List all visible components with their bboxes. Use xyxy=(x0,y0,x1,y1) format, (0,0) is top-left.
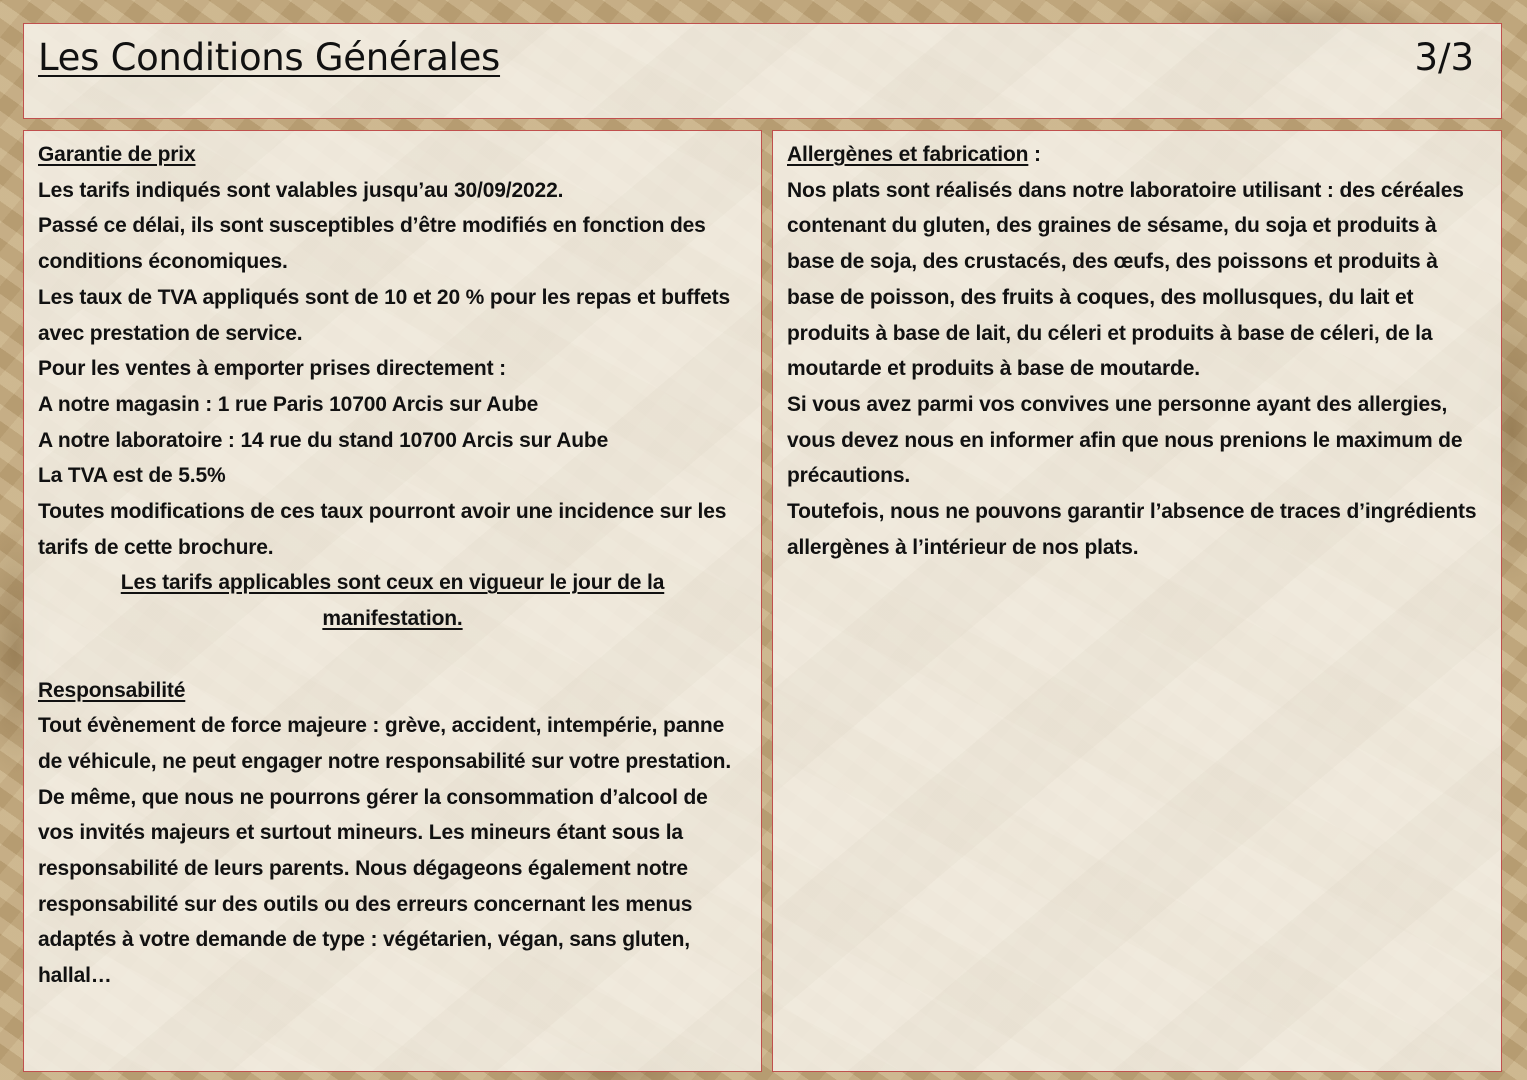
responsibility-text: Tout évènement de force majeure : grève, accident, intempérie, panne de véhicule, ne peut engager notre responsabilité sur votre prestation. De même, que nous ne pourrons gérer la consommation d’alcool de vos invités majeurs et surtout mineurs. Les mineurs étant sous la responsabilité de leurs parents. Nous dégageons également notre responsabilité sur des outils ou des erreurs concernant les menus adaptés à votre demande de type : végétarien, végan, sans gluten, hallal… xyxy=(38,714,732,988)
price-change-text: Passé ce délai, ils sont susceptibles d’être modifiés en fonction des conditions économiques. xyxy=(38,214,706,274)
rate-change-text: Toutes modifications de ces taux pourront avoir une incidence sur les tarifs de cette brochure. xyxy=(38,500,727,559)
responsibility-section xyxy=(38,673,747,994)
responsibility-heading: Responsabilité xyxy=(38,678,186,702)
vat-rates-text: Les taux de TVA appliqués sont de 10 et 20 % pour les repas et buffets avec prestation de service. xyxy=(38,285,731,345)
takeaway-text: Pour les ventes à emporter prises directement : xyxy=(38,357,506,381)
traces-disclaimer-text: Toutefois, nous ne pouvons garantir l’absence de traces d’ingrédients allergènes à l’intérieur de nos plats. xyxy=(787,500,1477,559)
allergens-list-text: Nos plats sont réalisés dans notre laboratoire utilisant : des céréales contenant du gluten, des graines de sésame, du soja et produits à base de soja, des crustacés, des œufs, des poissons et produits à base de poisson, des fruits à coques, des mollusques, du lait et produits à base de lait, du céleri et produits à base de céleri, de la moutarde et produits à base de moutarde. xyxy=(787,178,1464,381)
lab-address-text: A notre laboratoire : 14 rue du stand 10700 Arcis sur Aube xyxy=(38,428,609,452)
price-validity-text: Les tarifs indiqués sont valables jusqu’au 30/09/2022. xyxy=(38,178,564,202)
page-number: 3/3 xyxy=(1414,36,1474,79)
allergens-heading-colon: : xyxy=(1028,143,1041,166)
left-column xyxy=(23,130,762,1072)
price-guarantee-section xyxy=(38,137,747,637)
allergens-heading: Allergènes et fabrication xyxy=(787,143,1029,166)
takeaway-vat-text: La TVA est de 5.5% xyxy=(38,464,226,488)
shop-address-text: A notre magasin : 1 rue Paris 10700 Arcis sur Aube xyxy=(38,392,539,416)
section-spacer xyxy=(38,637,747,673)
allergies-inform-text: Si vous avez parmi vos convives une personne ayant des allergies, vous devez nous en informer afin que nous prenions le maximum de précautions. xyxy=(787,392,1463,488)
page-header xyxy=(23,23,1502,119)
right-column xyxy=(772,130,1502,1072)
page-title: Les Conditions Générales xyxy=(38,36,501,79)
allergens-section xyxy=(787,137,1487,565)
price-guarantee-heading: Garantie de prix xyxy=(38,143,196,166)
applicable-prices-notice: Les tarifs applicables sont ceux en vigueur le jour de la manifestation. xyxy=(120,571,665,631)
